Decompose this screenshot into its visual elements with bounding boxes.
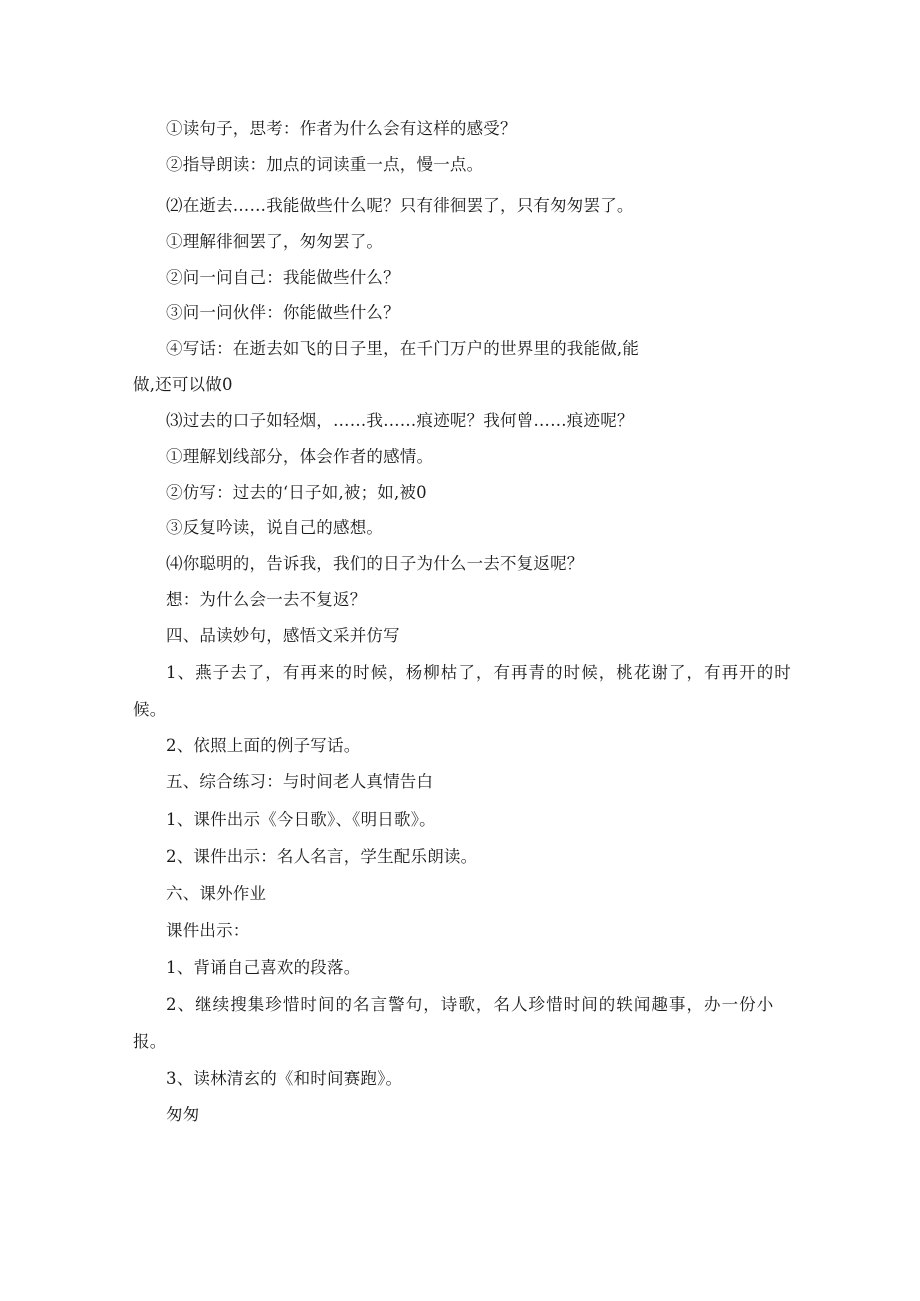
- text-line: 报。: [133, 1032, 167, 1051]
- text-line: 做,还可以做0: [133, 375, 233, 394]
- text-line: ②指导朗读：加点的词读重一点，慢一点。: [166, 155, 484, 174]
- text-line: 1、燕子去了，有再来的时候，杨柳枯了，有再青的时候，桃花谢了，有再开的时: [166, 663, 792, 682]
- text-line: 候。: [133, 700, 167, 719]
- text-line: 课件出示：: [166, 921, 250, 940]
- text-line: ⑵在逝去……我能做些什么呢？只有徘徊罢了，只有匆匆罢了。: [166, 196, 634, 215]
- section-heading: 五、综合练习：与时间老人真情告白: [166, 772, 434, 791]
- text-line: ①读句子，思考：作者为什么会有这样的感受？: [166, 119, 517, 138]
- text-line: 想：为什么会一去不复返？: [166, 590, 367, 609]
- section-heading: 四、品读妙句，感悟文采并仿写: [166, 626, 400, 645]
- text-line: 1、背诵自己喜欢的段落。: [166, 958, 361, 977]
- text-line: ④写话：在逝去如飞的日子里，在千门万户的世界里的我能做,能: [166, 339, 640, 358]
- section-heading: 六、课外作业: [166, 884, 267, 903]
- text-line: ②仿写：过去的‘日子如,被；如,被0: [166, 483, 427, 502]
- text-line: 1、课件出示《今日歌》、《明日歌》。: [166, 810, 436, 829]
- text-line: 3、读林清玄的《和时间赛跑》。: [166, 1069, 403, 1088]
- text-line: 2、继续搜集珍惜时间的名言警句，诗歌，名人珍惜时间的轶闻趣事，办一份小: [166, 995, 775, 1014]
- text-line: ①理解划线部分，体会作者的感情。: [166, 447, 434, 466]
- text-line: ⑷你聪明的，告诉我，我们的日子为什么一去不复返呢？: [166, 554, 584, 573]
- text-line: ②问一问自己：我能做些什么？: [166, 268, 400, 287]
- text-line: 2、课件出示：名人名言，学生配乐朗读。: [166, 847, 478, 866]
- text-line: ⑶过去的口子如轻烟，……我……痕迹呢？我何曾……痕迹呢？: [166, 411, 634, 430]
- text-line: ③反复吟读，说自己的感想。: [166, 518, 384, 537]
- text-line: 匆匆: [166, 1105, 200, 1124]
- text-line: ①理解徘徊罢了，匆匆罢了。: [166, 232, 384, 251]
- text-line: 2、依照上面的例子写话。: [166, 736, 361, 755]
- text-line: ③问一问伙伴：你能做些什么？: [166, 303, 400, 322]
